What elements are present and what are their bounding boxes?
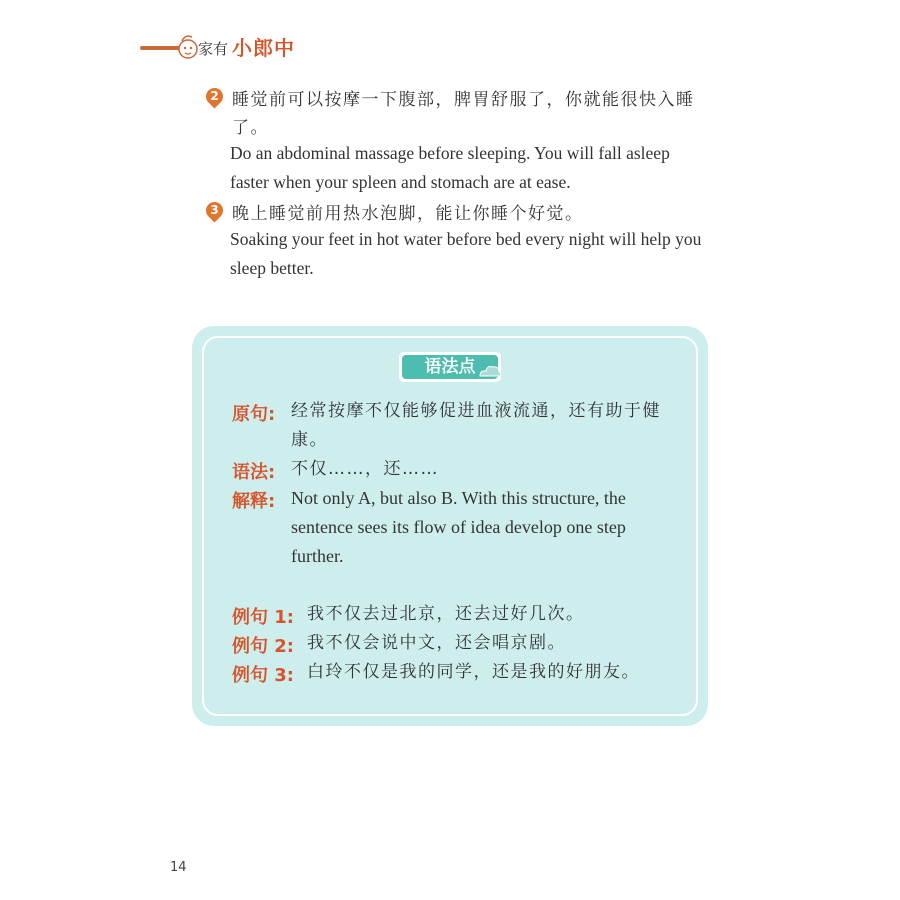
original-sentence: 经常按摩不仅能够促进血液流通，还有助于健康。: [291, 401, 661, 450]
tip-english: Do an abdominal massage before sleeping. You will fall asleep faster when your spleen and stomach are at ease.: [230, 143, 670, 192]
page-number: 14: [170, 860, 187, 875]
number-badge: 3: [202, 198, 226, 222]
explanation-text: Not only A, but also B. With this structure, the sentence sees its flow of idea develop one step further.: [291, 488, 626, 566]
header-title-part2: 小郎中: [232, 36, 295, 60]
cloud-decoration-icon: [478, 364, 502, 378]
example-sentence: 我不仅会说中文，还会唱京剧。: [307, 633, 566, 653]
explanation-label: 解释:: [232, 491, 276, 512]
example-label: 例句 2:: [232, 636, 294, 657]
tip-chinese: 晚上睡觉前用热水泡脚，能让你睡个好觉。: [232, 204, 584, 224]
original-label: 原句:: [232, 404, 276, 425]
grammar-pattern: 不仅……，还……: [291, 459, 439, 479]
number-badge: 2: [202, 84, 226, 108]
example-label: 例句 3:: [232, 665, 294, 686]
tip-item: [206, 200, 726, 290]
grammar-label: 语法:: [232, 462, 276, 483]
example-sentence: 白玲不仅是我的同学，还是我的好朋友。: [307, 662, 640, 682]
example-label: 例句 1:: [232, 607, 294, 628]
tip-english: Soaking your feet in hot water before bed every night will help you sleep better.: [230, 229, 702, 278]
tip-chinese: 睡觉前可以按摩一下腹部，脾胃舒服了，你就能很快入睡了。: [232, 90, 695, 138]
tip-item: [206, 86, 726, 196]
header-title-part1: 家有: [198, 40, 229, 58]
running-header: [0, 28, 320, 68]
grammar-title: 语法点: [402, 355, 498, 379]
example-sentence: 我不仅去过北京，还去过好几次。: [307, 604, 585, 624]
